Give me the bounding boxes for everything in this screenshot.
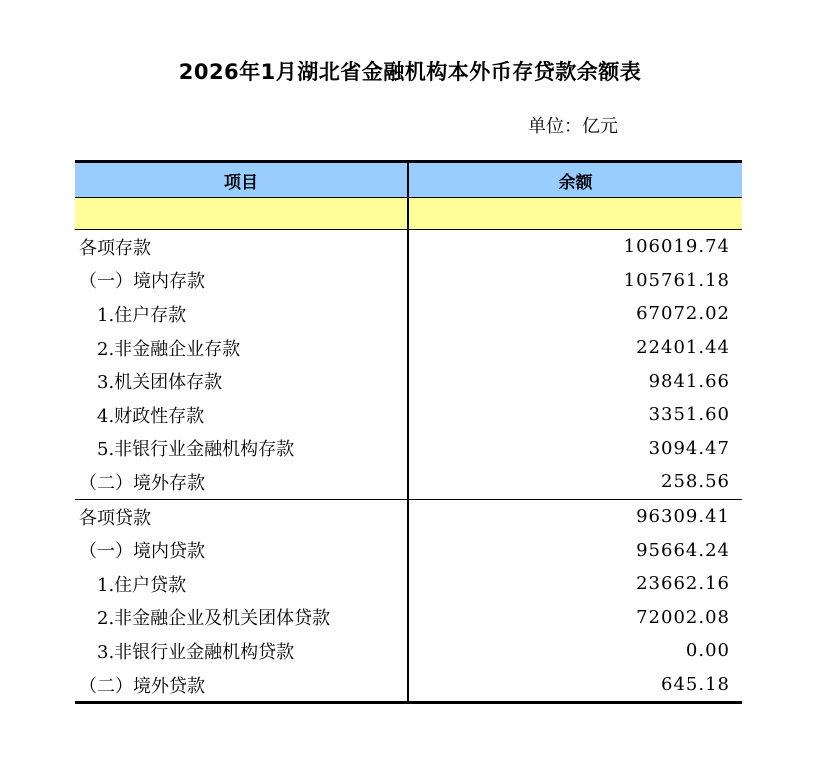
row-value: 645.18 [408,668,742,703]
row-value: 258.56 [661,471,730,493]
row-value: 22401.44 [636,337,730,359]
row-value: 96309.41 [408,499,742,533]
table-row [75,297,742,331]
table-row [75,567,742,601]
page-title: 2026年1月湖北省金融机构本外币存贷款余额表 [178,60,642,84]
table-subheader-row [75,198,742,230]
row-label: 各项贷款 [75,499,408,533]
row-value: 9841.66 [648,370,730,392]
header-balance: 余额 [408,162,742,198]
row-label: 5.非银行业金融机构存款 [75,432,408,466]
row-value: 95664.24 [636,539,730,561]
table-row [75,668,742,703]
row-value: 0.00 [685,640,730,662]
table-row [75,264,742,298]
row-label: 3.非银行业金融机构贷款 [75,634,408,668]
table-row [75,533,742,567]
row-value: 72002.08 [636,606,730,628]
subheader-cell-balance [408,198,742,230]
row-value: 3094.47 [648,437,730,459]
table-row [75,331,742,365]
row-label: 4.财政性存款 [75,398,408,432]
table-row [75,230,742,264]
row-value: 67072.02 [636,303,730,325]
row-label: 1.住户存款 [75,297,408,331]
row-label: 1.住户贷款 [75,567,408,601]
row-label: 各项存款 [75,230,408,264]
row-label: （一）境内存款 [75,264,408,298]
row-label: （二）境外贷款 [75,668,408,703]
row-label: （一）境内贷款 [75,533,408,567]
table-row [75,499,742,533]
header-item: 项目 [75,162,408,198]
table-row [75,364,742,398]
row-value: 105761.18 [623,269,730,291]
row-value: 23662.16 [636,573,730,595]
table-row [75,634,742,668]
row-value: 106019.74 [623,236,730,258]
table-row [75,398,742,432]
balance-table [75,160,742,704]
row-label: 3.机关团体存款 [75,364,408,398]
unit-label: 单位：亿元 [528,116,618,137]
row-label: 2.非金融企业及机关团体贷款 [75,601,408,635]
row-label: （二）境外存款 [75,465,408,499]
table-row [75,601,742,635]
row-label: 2.非金融企业存款 [75,331,408,365]
row-value: 3351.60 [648,404,730,426]
table-row [75,432,742,466]
table-header-row [75,162,742,198]
subheader-cell-item [75,198,408,230]
table-row [75,465,742,499]
